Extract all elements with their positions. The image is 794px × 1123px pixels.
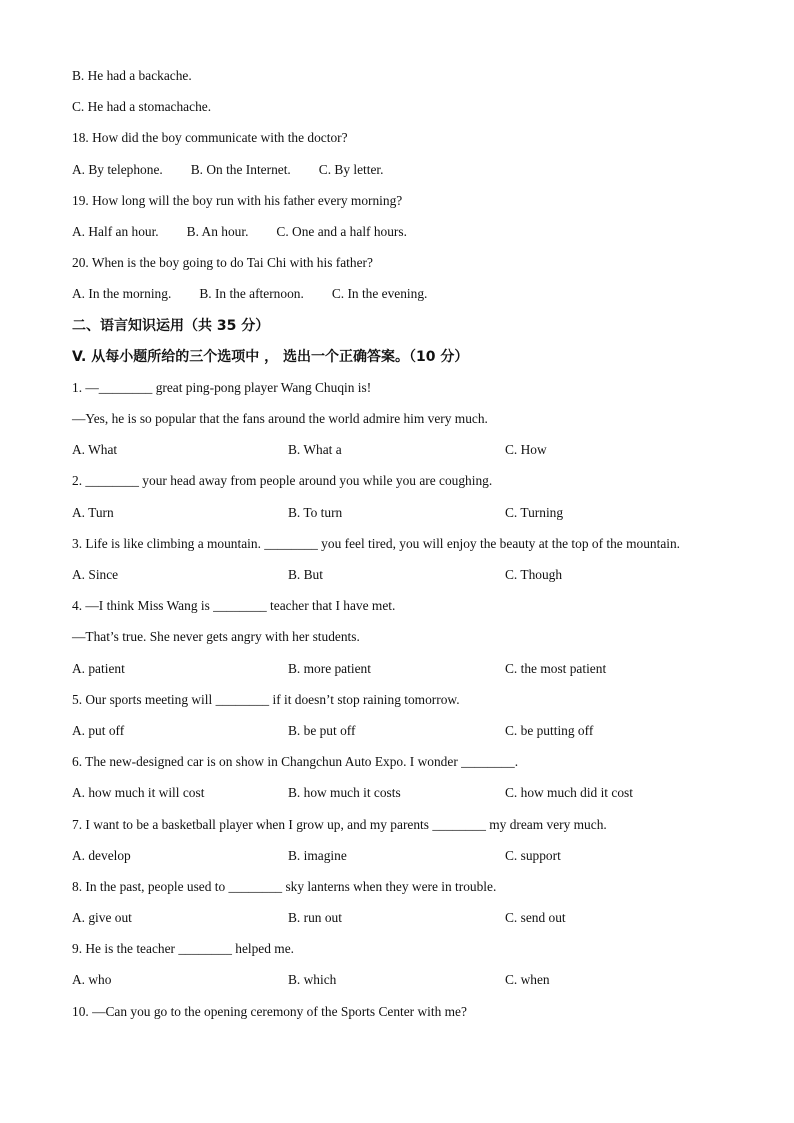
- option-c: C. How: [505, 442, 547, 458]
- option-c: C. Turning: [505, 504, 564, 520]
- option-a: A. give out: [72, 910, 132, 926]
- options-row: [72, 440, 752, 471]
- text-line: 8. In the past, people used to ________ sky lanterns when they were in trouble.: [72, 878, 497, 894]
- text-line: 4. —I think Miss Wang is ________ teacher that I have met.: [72, 598, 396, 614]
- option-c: C. how much did it cost: [505, 785, 633, 801]
- option-b: B. An hour.: [186, 223, 249, 239]
- options-row: [72, 783, 752, 814]
- option-a: A. how much it will cost: [72, 785, 205, 801]
- options-row: [72, 846, 752, 877]
- options-row: [72, 659, 752, 690]
- option-b: B. But: [288, 567, 323, 582]
- options-row: [72, 284, 752, 315]
- text-line: 1. —________ great ping-pong player Wang Chuqin is!: [72, 379, 372, 395]
- option-a: A. develop: [72, 847, 131, 863]
- option-a: A. patient: [72, 660, 125, 676]
- option-a: A. By telephone.: [72, 161, 163, 177]
- section-heading: 二、语言知识运用（共 35 分）: [72, 317, 270, 334]
- text-line: 18. How did the boy communicate with the doctor?: [72, 130, 348, 146]
- option-c: C. support: [505, 847, 561, 863]
- text-line: 7. I want to be a basketball player when I grow up, and my parents ________ my dream very much.: [72, 816, 607, 832]
- options-row: [72, 970, 752, 1001]
- option-b: B. On the Internet.: [190, 161, 291, 177]
- option-a: A. Turn: [72, 504, 114, 520]
- options-row: [72, 908, 752, 939]
- option-a: A. In the morning.: [72, 286, 172, 302]
- text-line: 2. ________ your head away from people around you while you are coughing.: [72, 473, 493, 489]
- options-row: [72, 565, 752, 596]
- text-line: 5. Our sports meeting will ________ if it doesn’t stop raining tomorrow.: [72, 691, 460, 707]
- option-b: B. how much it costs: [288, 785, 401, 801]
- options-row: [72, 160, 752, 191]
- text-line: 3. Life is like climbing a mountain. ________ you feel tired, you will enjoy the beauty at the top of the mountain.: [72, 535, 681, 551]
- options-row: [72, 222, 752, 253]
- text-line: 6. The new-designed car is on show in Changchun Auto Expo. I wonder ________.: [72, 754, 519, 770]
- text-line: B. He had a backache.: [72, 68, 192, 83]
- option-a: A. Half an hour.: [72, 223, 159, 239]
- option-b: B. run out: [288, 910, 342, 926]
- options-row: [72, 503, 752, 534]
- text-line: —That’s true. She never gets angry with her students.: [72, 629, 360, 645]
- text-line: —Yes, he is so popular that the fans around the world admire him very much.: [72, 411, 488, 427]
- option-b: B. more patient: [288, 660, 371, 676]
- option-a: A. Since: [72, 567, 119, 582]
- option-c: C. Though: [505, 567, 563, 582]
- document-page: [72, 66, 752, 1033]
- option-b: B. In the afternoon.: [199, 286, 304, 302]
- option-c: C. when: [505, 972, 550, 988]
- text-line: 20. When is the boy going to do Tai Chi with his father?: [72, 255, 373, 271]
- section-heading: V. 从每小题所给的三个选项中 ， 选出一个正确答案。（10 分）: [72, 348, 469, 365]
- option-b: B. To turn: [288, 504, 343, 520]
- options-row: [72, 721, 752, 752]
- option-b: B. which: [288, 972, 337, 988]
- text-line: 10. —Can you go to the opening ceremony of the Sports Center with me?: [72, 1003, 467, 1019]
- option-b: B. be put off: [288, 722, 356, 738]
- option-a: A. put off: [72, 722, 125, 738]
- option-c: C. be putting off: [505, 722, 594, 738]
- text-line: 19. How long will the boy run with his father every morning?: [72, 192, 403, 208]
- option-a: A. What: [72, 442, 118, 458]
- option-b: B. imagine: [288, 847, 347, 863]
- option-c: C. In the evening.: [331, 286, 428, 302]
- option-c: C. the most patient: [505, 660, 607, 676]
- option-a: A. who: [72, 972, 112, 988]
- option-c: C. send out: [505, 910, 566, 926]
- option-c: C. One and a half hours.: [276, 223, 407, 239]
- text-line: C. He had a stomachache.: [72, 99, 212, 115]
- option-c: C. By letter.: [318, 161, 384, 177]
- text-line: 9. He is the teacher ________ helped me.: [72, 941, 294, 957]
- option-b: B. What a: [288, 442, 342, 458]
